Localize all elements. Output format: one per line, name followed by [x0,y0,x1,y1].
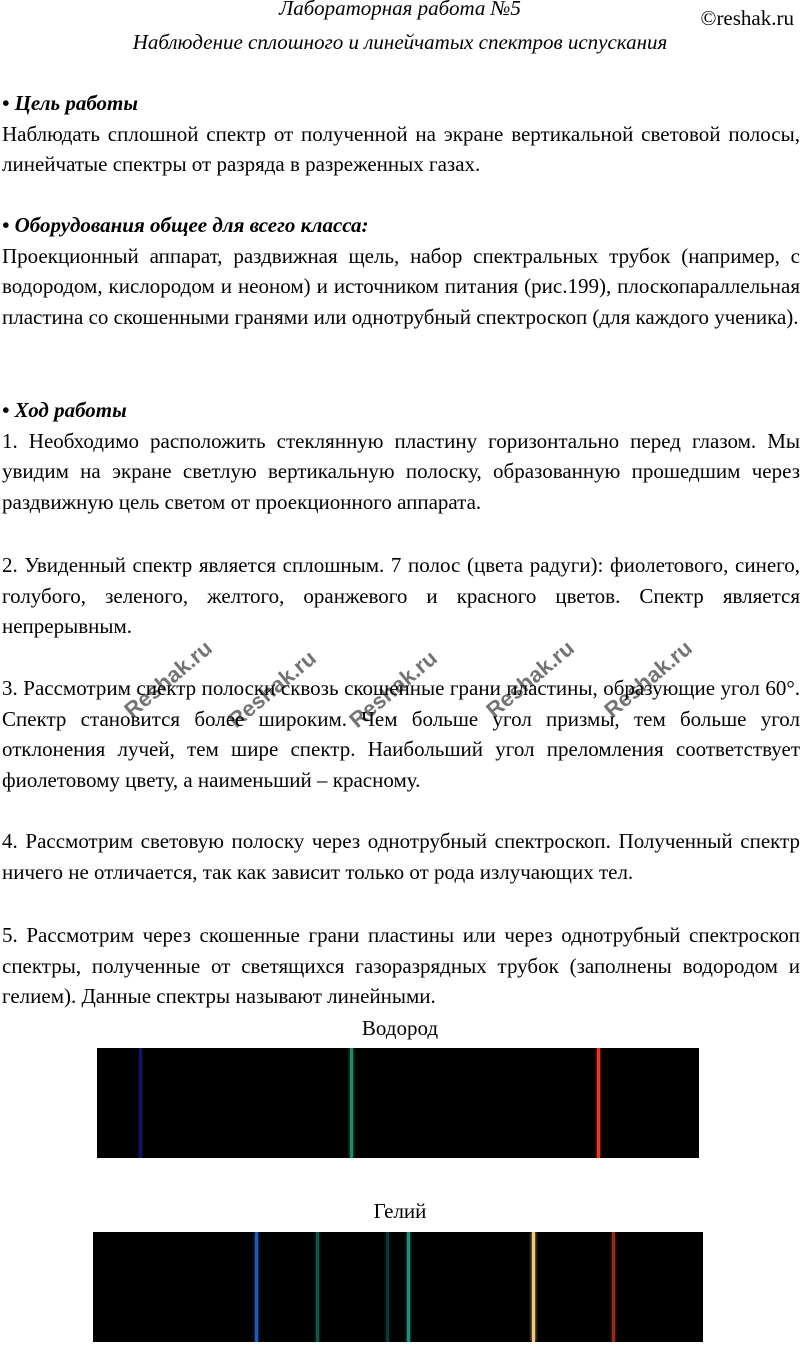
procedure-step-5: 5. Рассмотрим через скошенные грани пластины или через однотрубный спектроскоп спектры, полученные от светящихся газоразрядных трубок (заполнены водородом и гелием). Данные спектры называют линейными. [2,923,800,1008]
procedure-step-4-block [2,826,800,887]
helium-spectral-line-2 [316,1232,319,1342]
goal-heading: • Цель работы [2,91,138,115]
watermark-5: Reshak.ru [599,635,697,723]
helium-spectrum [93,1232,703,1342]
equipment-text: Проекционный аппарат, раздвижная щель, набор спектральных трубок (например, с водородом, кислородом и неоном) и источником питания (рис.199), плоскопараллельная пластина со скошенными гранями или однотрубный спектроскоп (для каждого ученика). [2,243,800,329]
procedure-step-1: 1. Необходимо расположить стеклянную пластину горизонтально перед глазом. Мы увидим на экране светлую вертикальную полоску, образованную прошедшим через раздвижную цель светом от проекционного аппарата. [2,428,800,514]
goal-text: Наблюдать сплошной спектр от полученной на экране вертикальной световой полосы, линейчатые спектры от разряда в разреженных газах. [2,121,800,176]
equipment-heading: • Оборудования общее для всего класса: [2,213,369,237]
watermark-2: Reshak.ru [223,645,321,733]
helium-spectral-line-6 [612,1232,615,1342]
helium-spectral-line-5 [532,1232,535,1342]
page-header [0,0,800,60]
watermark-1: Reshak.ru [119,635,217,723]
watermark-3: Reshak.ru [344,645,442,733]
procedure-heading: • Ход работы [2,398,127,422]
hydrogen-spectral-line-1 [139,1048,142,1158]
hydrogen-label: Водород [361,1016,439,1040]
helium-label: Гелий [373,1199,427,1223]
procedure-step-4: 4. Рассмотрим световую полоску через однотрубный спектроскоп. Полученный спектр ничего не отличается, так как зависит только от рода излучающих тел. [2,829,800,884]
hydrogen-spectral-line-3 [597,1048,600,1158]
hydrogen-spectrum [97,1048,699,1158]
procedure-step-2-block [2,550,800,642]
helium-spectral-line-1 [255,1232,258,1342]
site-watermark: ©reshak.ru [700,6,794,30]
procedure-step-2: 2. Увиденный спектр является сплошным. 7 полос (цвета радуги): фиолетового, синего, голубого, зеленого, желтого, оранжевого и красного цветов. Спектр является непрерывным. [2,553,800,638]
helium-spectral-line-3 [386,1232,389,1342]
procedure-step-3-block [2,673,800,795]
equipment-section [2,210,800,332]
helium-spectral-line-4 [407,1232,410,1342]
hydrogen-spectral-line-2 [350,1048,353,1158]
procedure-step-3: 3. Рассмотрим спектр полоски сквозь скошенные грани пластины, образующие угол 60°. Спектр становится более широким. Чем больше угол призмы, тем больше угол отклонения лучей, тем шире спектр. Наибольший угол преломления соответствует фиолетовому цвету, а наименьший – красному. [2,676,800,792]
page-subtitle: Наблюдение сплошного и линейчатых спектров испускания [132,30,668,54]
procedure-step-5-block [2,920,800,1012]
procedure-section [2,395,800,517]
page-title: Лабораторная работа №5 [279,0,521,20]
goal-section [2,88,800,180]
watermark-4: Reshak.ru [481,635,579,723]
